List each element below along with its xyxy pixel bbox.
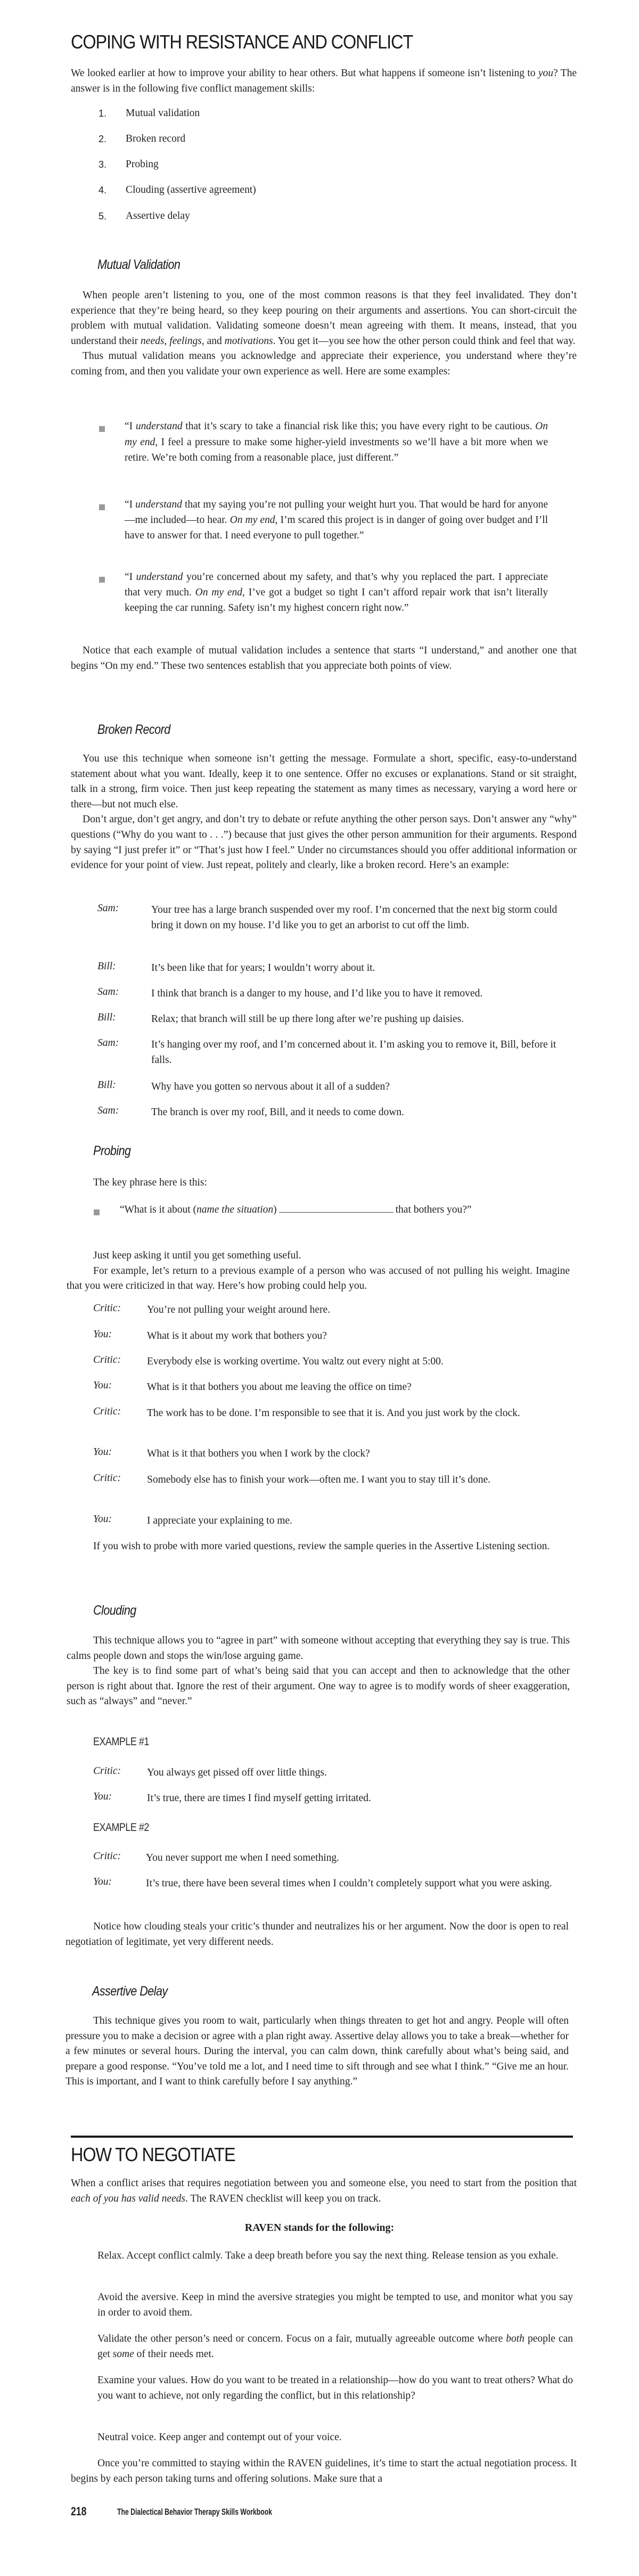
dialogue-line: Everybody else is working overtime. You waltz out every night at 5:00. — [147, 1356, 444, 1367]
dialogue-speaker: Sam: — [97, 903, 119, 914]
dialogue-line: Relax; that branch will still be up there long after we’re pushing up daisies. — [151, 1013, 464, 1025]
example-2-label: EXAMPLE #2 — [93, 1821, 149, 1834]
skill-item: Clouding (assertive agreement) — [126, 184, 256, 195]
dialogue-line: It’s been like that for years; I wouldn’t worry about it. — [151, 962, 375, 974]
dialogue-speaker: You: — [93, 1446, 112, 1458]
heading-mutual-validation: Mutual Validation — [97, 257, 181, 272]
heading-probing: Probing — [93, 1143, 131, 1158]
skill-number: 5. — [99, 211, 107, 222]
dialogue-line: What is it that bothers you when I work by the clock? — [147, 1448, 370, 1459]
dialogue-line: It’s hanging over my roof, and I’m concerned about it. I’m asking you to remove it, Bill, before it falls. — [151, 1039, 556, 1066]
bullet-square-icon — [94, 1209, 100, 1215]
skill-item: Assertive delay — [126, 210, 190, 222]
dialogue-line: Somebody else has to finish your work—often me. I want you to stay till it’s done. — [147, 1474, 491, 1485]
dialogue-speaker: Critic: — [93, 1354, 121, 1365]
dialogue-speaker: You: — [93, 1329, 112, 1340]
example-1-label: EXAMPLE #1 — [93, 1736, 149, 1748]
bullet-square-icon — [99, 504, 105, 510]
skill-item: Broken record — [126, 133, 186, 144]
raven-item-avoid: Avoid the aversive. Keep in mind the aversive strategies you might be tempted to use, and monitor what you say in order to avoid them. — [97, 2292, 573, 2318]
bullet-square-icon — [99, 577, 105, 583]
negotiate-intro: When a conflict arises that requires negotiation between you and someone else, you need to start from the position that each of you has valid needs. The RAVEN checklist will keep you on track. — [71, 2178, 577, 2204]
bullet-square-icon — [99, 426, 105, 432]
skill-number: 4. — [99, 185, 107, 195]
dialogue-line: What is it that bothers you about me leaving the office on time? — [147, 1381, 412, 1393]
dialogue-speaker: Critic: — [93, 1473, 121, 1484]
book-title: The Dialectical Behavior Therapy Skills Workbook — [117, 2507, 272, 2517]
dialogue-line: The branch is over my roof, Bill, and it needs to come down. — [151, 1107, 404, 1118]
dialogue-speaker: Sam: — [97, 1105, 119, 1116]
raven-heading: RAVEN stands for the following: — [244, 2222, 395, 2234]
br-paragraph-2: Don’t argue, don’t get angry, and don’t try to debate or refute anything the other person says. Don’t answer any “why” questions (“Why do you want to . . .”) because that just gives the other person ammunition for their arguments. Respond by saying “I just prefer it” or “That’s just how I feel.” Under no circumstances should you offer additional information or evidence for your point of view. Just repeat, politely and clearly, like a broken record. Here’s an example: — [71, 814, 577, 871]
raven-item-relax: Relax. Accept conflict calmly. Take a deep breath before you say the next thing. Release tension as you exhale. — [97, 2250, 559, 2261]
heading-clouding: Clouding — [93, 1603, 136, 1618]
skill-item: Mutual validation — [126, 108, 200, 119]
dialogue-line: It’s true, there have been several times when I couldn’t completely support what you were asking. — [146, 1878, 552, 1889]
mv-paragraph-2: Thus mutual validation means you acknowledge and appreciate their experience, you understand where they’re coming from, and then you validate your own experience as well. Here are some examples: — [71, 350, 577, 377]
dialogue-line: What is it about my work that bothers you? — [147, 1330, 327, 1342]
broken-record-body — [71, 751, 577, 873]
clouding-paragraph-1: This technique allows you to “agree in part” with someone without accepting that everything they say is true. This calms people down and stops the win/lose arguing game. — [67, 1635, 570, 1662]
dialogue-speaker: You: — [93, 1791, 112, 1802]
probing-paragraph-1: Just keep asking it until you get something useful. — [93, 1250, 301, 1261]
probing-paragraph-2: For example, let’s return to a previous example of a person who was accused of not pulling his weight. Imagine that you were criticized in that way. Here’s how probing could help you. — [67, 1265, 570, 1292]
raven-item-examine: Examine your values. How do you want to be treated in a relationship—how do you want to treat others? What do you want to achieve, not only regarding the conflict, but in this relationship? — [97, 2375, 573, 2401]
assertive-delay-body: This technique gives you room to wait, particularly when things threaten to get hot and angry. People will often pressure you to make a decision or agree with a plan right away. Assertive delay allows you to take a break—whether for a few minutes or several hours. During the interval, you can calm down, think carefully about what’s being said, and prepare a good response. “You’ve told me a lot, and I need time to sift through and see what I think.” “Give me an hour. This is important, and I want to think carefully before I say anything.” — [65, 2015, 569, 2088]
dialogue-line: Why have you gotten so nervous about it all of a sudden? — [151, 1081, 390, 1092]
probing-intro: The key phrase here is this: — [93, 1177, 207, 1188]
dialogue-line: You always get pissed off over little things. — [147, 1767, 327, 1778]
mv-paragraph-3: Notice that each example of mutual validation includes a sentence that starts “I understand,” and another one that begins “On my end.” These two sentences establish that you appreciate both points of view. — [71, 645, 577, 672]
probing-body — [67, 1248, 570, 1294]
dialogue-speaker: Critic: — [93, 1851, 121, 1862]
mv-example: “I understand that it’s scary to take a financial risk like this; you have every right to be cautious. On my end, I feel a pressure to make some higher-yield investments so we’ll have a bit more when we retire. We’re both coming from a reasonable place, just different.” — [125, 421, 548, 463]
clouding-paragraph-3: Notice how clouding steals your critic’s thunder and neutralizes his or her argument. Now the door is open to real negotiation of legitimate, yet very different needs. — [65, 1921, 569, 1948]
dialogue-speaker: Bill: — [97, 1012, 116, 1023]
dialogue-speaker: You: — [93, 1514, 112, 1525]
mv-paragraph-1: When people aren’t listening to you, one of the most common reasons is that they feel invalidated. They don’t experience that they’re being heard, so they keep pouring on their arguments and assertions. You can short-circuit the problem with mutual validation. Validating someone doesn’t mean agreeing with them. It means, instead, that you understand their needs, feelings, and motivations. You get it—you see how the other person could think and feel that way. — [71, 290, 577, 347]
dialogue-line: I appreciate your explaining to me. — [147, 1515, 292, 1526]
section-title-negotiate: HOW TO NEGOTIATE — [71, 2144, 235, 2165]
negotiate-paragraph: Once you’re committed to staying within the RAVEN guidelines, it’s time to start the actual negotiation process. It begins by each person taking turns and offering solutions. Make sure that a — [71, 2458, 577, 2484]
dialogue-speaker: You: — [93, 1380, 112, 1391]
clouding-paragraph-2: The key is to find some part of what’s being said that you can accept and then to acknowledge that the other person is right about that. Ignore the rest of their argument. One way to agree is to modify words of sheer exaggeration, such as “always” and “never.” — [67, 1665, 570, 1707]
page-number: 218 — [71, 2505, 87, 2518]
dialogue-line: You never support me when I need something. — [146, 1852, 340, 1863]
mutual-validation-body — [71, 288, 577, 380]
intro-paragraph — [71, 66, 577, 96]
fill-in-blank[interactable] — [279, 1203, 394, 1213]
heading-assertive-delay: Assertive Delay — [92, 1984, 168, 1999]
dialogue-speaker: Bill: — [97, 1080, 116, 1091]
br-paragraph-1: You use this technique when someone isn’t getting the message. Formulate a short, specific, easy-to-understand statement about what you want. Ideally, keep it to one sentence. Offer no excuses or explanations. Stand or sit straight, talk in a strong, firm voice. Then just keep repeating the statement as many times as necessary, varying a word here or there—but not much else. — [71, 753, 577, 810]
dialogue-speaker: Critic: — [93, 1765, 121, 1777]
heading-broken-record: Broken Record — [97, 722, 170, 737]
raven-item-neutral: Neutral voice. Keep anger and contempt out of your voice. — [97, 2432, 342, 2443]
section-divider — [71, 2136, 573, 2138]
dialogue-line: It’s true, there are times I find myself getting irritated. — [147, 1793, 371, 1804]
dialogue-line: You’re not pulling your weight around here. — [147, 1304, 331, 1315]
mv-example: “I understand that my saying you’re not pulling your weight hurt you. That would be hard for anyone—me included—to hear. On my end, I’m scared this project is in danger of going over budget and I’ll have to answer for that. I need everyone to pull together.” — [125, 499, 548, 541]
raven-item-validate: Validate the other person’s need or concern. Focus on a fair, mutually agreeable outcome where both people can get some of their needs met. — [97, 2333, 573, 2360]
dialogue-line: Your tree has a large branch suspended over my roof. I’m concerned that the next big storm could bring it down on my house. I’d like you to get an arborist to cut off the limb. — [151, 904, 558, 931]
probing-key-phrase: “What is it about (name the situation) that bothers you?” — [120, 1202, 546, 1217]
skill-item: Probing — [126, 159, 159, 170]
clouding-body — [67, 1633, 570, 1710]
section-title-coping: COPING WITH RESISTANCE AND CONFLICT — [71, 31, 413, 53]
dialogue-line: The work has to be done. I’m responsible to see that it is. And you just work by the clock. — [147, 1408, 520, 1419]
skill-number: 2. — [99, 134, 107, 144]
dialogue-speaker: Sam: — [97, 1037, 119, 1049]
dialogue-speaker: Critic: — [93, 1303, 121, 1314]
intro-emphasis: you — [538, 68, 554, 79]
mv-example: “I understand you’re concerned about my safety, and that’s why you replaced the part. I appreciate that very much. On my end, I’ve got a budget so tight I can’t afford repair work that isn’t literally keeping the car running. Safety isn’t my highest concern right now.” — [125, 571, 548, 614]
skill-number: 3. — [99, 159, 107, 170]
probing-paragraph-3: If you wish to probe with more varied questions, review the sample queries in the Assertive Listening section. — [93, 1541, 550, 1552]
dialogue-speaker: You: — [93, 1876, 112, 1887]
dialogue-line: I think that branch is a danger to my house, and I’d like you to have it removed. — [151, 988, 483, 999]
skill-number: 1. — [99, 108, 107, 119]
dialogue-speaker: Critic: — [93, 1406, 121, 1417]
intro-text: We looked earlier at how to improve your ability to hear others. But what happens if someone isn’t listening to — [71, 68, 538, 79]
dialogue-speaker: Bill: — [97, 961, 116, 972]
intro-text-end: ? The answer is in the following five conflict management skills: — [71, 68, 577, 94]
dialogue-speaker: Sam: — [97, 986, 119, 997]
